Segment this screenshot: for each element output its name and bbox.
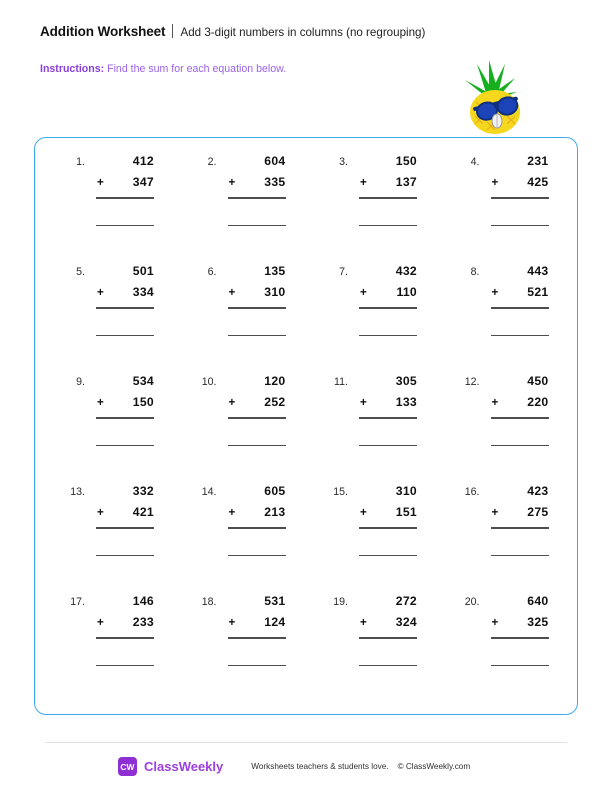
problem-item bbox=[438, 484, 570, 594]
problem-number: 4. bbox=[470, 156, 480, 168]
plus-operator: + bbox=[97, 396, 104, 409]
sum-rule bbox=[96, 637, 154, 639]
addend-top-row bbox=[359, 484, 417, 501]
problem-item bbox=[175, 484, 307, 594]
problem-item bbox=[306, 374, 438, 484]
sum-rule bbox=[491, 197, 549, 199]
addend-top-row bbox=[359, 264, 417, 281]
addend-top-row bbox=[359, 374, 417, 391]
answer-blank-line[interactable] bbox=[228, 665, 286, 667]
addend-bottom: 252 bbox=[264, 395, 286, 409]
addend-bottom-row bbox=[491, 285, 549, 302]
title-line bbox=[40, 22, 572, 39]
addend-bottom-row bbox=[228, 175, 286, 192]
problem-stack bbox=[96, 264, 154, 336]
instructions-label: Instructions: bbox=[40, 63, 105, 75]
addend-top: 135 bbox=[264, 264, 286, 278]
addend-bottom: 421 bbox=[132, 505, 154, 519]
addend-bottom: 347 bbox=[132, 175, 154, 189]
addend-top-row bbox=[96, 374, 154, 391]
answer-blank-line[interactable] bbox=[491, 555, 549, 557]
problem-stack bbox=[359, 154, 417, 226]
answer-blank-line[interactable] bbox=[96, 335, 154, 337]
plus-operator: + bbox=[360, 176, 367, 189]
problem-stack bbox=[491, 154, 549, 226]
plus-operator: + bbox=[491, 396, 499, 409]
sum-rule bbox=[359, 417, 417, 419]
addend-bottom-row bbox=[359, 285, 417, 302]
problem-stack bbox=[96, 484, 154, 556]
addend-bottom: 325 bbox=[527, 615, 549, 629]
problem-stack bbox=[228, 264, 286, 336]
addend-top: 501 bbox=[132, 264, 154, 278]
addend-bottom: 334 bbox=[132, 285, 154, 299]
answer-blank-line[interactable] bbox=[491, 665, 549, 667]
problem-stack bbox=[96, 154, 154, 226]
plus-operator: + bbox=[97, 286, 104, 299]
problem-stack bbox=[228, 594, 286, 666]
classweekly-logo-icon: CW bbox=[118, 757, 137, 776]
problem-item bbox=[438, 154, 570, 264]
addend-bottom-row bbox=[359, 175, 417, 192]
answer-blank-line[interactable] bbox=[96, 665, 154, 667]
addend-top: 604 bbox=[264, 154, 286, 168]
addend-bottom-row bbox=[96, 175, 154, 192]
answer-blank-line[interactable] bbox=[359, 445, 417, 447]
sum-rule bbox=[491, 527, 549, 529]
problem-stack bbox=[96, 374, 154, 446]
plus-operator: + bbox=[360, 396, 367, 409]
addend-bottom: 324 bbox=[395, 615, 417, 629]
addend-bottom: 425 bbox=[527, 175, 549, 189]
plus-operator: + bbox=[97, 616, 104, 629]
addend-bottom: 213 bbox=[264, 505, 286, 519]
addend-top-row bbox=[228, 154, 286, 171]
plus-operator: + bbox=[491, 176, 499, 189]
addend-top-row bbox=[96, 154, 154, 171]
addend-top: 146 bbox=[132, 594, 154, 608]
addend-top: 310 bbox=[395, 484, 417, 498]
answer-blank-line[interactable] bbox=[359, 555, 417, 557]
addend-top: 531 bbox=[264, 594, 286, 608]
addend-top: 640 bbox=[527, 594, 549, 608]
problem-stack bbox=[228, 484, 286, 556]
addend-bottom: 220 bbox=[527, 395, 549, 409]
addend-bottom-row bbox=[96, 615, 154, 632]
plus-operator: + bbox=[97, 506, 104, 519]
footer-divider bbox=[45, 742, 567, 743]
problem-stack bbox=[228, 374, 286, 446]
plus-operator: + bbox=[360, 286, 367, 299]
answer-blank-line[interactable] bbox=[491, 335, 549, 337]
problem-stack bbox=[228, 154, 286, 226]
problem-item bbox=[175, 264, 307, 374]
sum-rule bbox=[228, 417, 286, 419]
addend-bottom-row bbox=[228, 615, 286, 632]
problem-item bbox=[175, 374, 307, 484]
addend-top-row bbox=[491, 374, 549, 391]
addend-top-row bbox=[228, 484, 286, 501]
answer-blank-line[interactable] bbox=[491, 225, 549, 227]
addend-bottom: 310 bbox=[264, 285, 286, 299]
footer-copyright: © ClassWeekly.com bbox=[397, 762, 471, 771]
addend-bottom-row bbox=[359, 615, 417, 632]
sum-rule bbox=[96, 527, 154, 529]
problem-item bbox=[43, 594, 175, 704]
answer-blank-line[interactable] bbox=[96, 555, 154, 557]
sum-rule bbox=[359, 637, 417, 639]
sum-rule bbox=[96, 307, 154, 309]
addend-bottom-row bbox=[359, 395, 417, 412]
problem-number: 10. bbox=[201, 376, 217, 388]
problem-number: 6. bbox=[207, 266, 217, 278]
plus-operator: + bbox=[228, 176, 236, 189]
addend-top-row bbox=[359, 594, 417, 611]
brand-name: ClassWeekly bbox=[144, 759, 224, 774]
problem-stack bbox=[359, 264, 417, 336]
plus-operator: + bbox=[491, 616, 499, 629]
addend-top-row bbox=[491, 264, 549, 281]
problem-number: 13. bbox=[70, 486, 85, 498]
addend-bottom: 133 bbox=[395, 395, 417, 409]
problem-number: 12. bbox=[464, 376, 480, 388]
addend-bottom: 151 bbox=[395, 505, 417, 519]
problem-stack bbox=[491, 484, 549, 556]
footer bbox=[118, 757, 470, 776]
addend-bottom-row bbox=[96, 395, 154, 412]
problem-number: 3. bbox=[339, 156, 348, 168]
answer-blank-line[interactable] bbox=[359, 335, 417, 337]
problem-number: 9. bbox=[76, 376, 85, 388]
title-separator bbox=[172, 24, 173, 38]
problem-item bbox=[438, 594, 570, 704]
addend-bottom-row bbox=[491, 615, 549, 632]
addend-top-row bbox=[96, 594, 154, 611]
problem-item bbox=[306, 264, 438, 374]
addend-bottom-row bbox=[228, 285, 286, 302]
instructions-text: Find the sum for each equation below. bbox=[107, 63, 287, 75]
addend-top-row bbox=[491, 594, 549, 611]
addend-bottom-row bbox=[491, 395, 549, 412]
problem-number: 19. bbox=[333, 596, 348, 608]
problem-stack bbox=[359, 374, 417, 446]
problem-stack bbox=[491, 594, 549, 666]
problem-number: 11. bbox=[334, 376, 348, 388]
problem-number: 1. bbox=[76, 156, 85, 168]
answer-blank-line[interactable] bbox=[228, 225, 286, 227]
sum-rule bbox=[359, 527, 417, 529]
addend-top: 120 bbox=[264, 374, 286, 388]
problem-item bbox=[306, 154, 438, 264]
addend-top: 534 bbox=[132, 374, 154, 388]
addend-bottom-row bbox=[359, 505, 417, 522]
problem-stack bbox=[491, 264, 549, 336]
answer-blank-line[interactable] bbox=[359, 225, 417, 227]
addend-bottom: 137 bbox=[395, 175, 417, 189]
addend-top: 443 bbox=[527, 264, 549, 278]
problem-number: 5. bbox=[76, 266, 85, 278]
plus-operator: + bbox=[228, 286, 236, 299]
problem-item bbox=[175, 594, 307, 704]
answer-blank-line[interactable] bbox=[228, 445, 286, 447]
sum-rule bbox=[228, 637, 286, 639]
problem-item bbox=[438, 264, 570, 374]
addend-top-row bbox=[228, 264, 286, 281]
page-subtitle: Add 3-digit numbers in columns (no regrouping) bbox=[180, 26, 426, 39]
addend-bottom: 150 bbox=[132, 395, 154, 409]
sum-rule bbox=[491, 307, 549, 309]
addend-top: 332 bbox=[132, 484, 154, 498]
addend-top-row bbox=[96, 484, 154, 501]
problem-number: 15. bbox=[333, 486, 348, 498]
addend-bottom-row bbox=[491, 505, 549, 522]
addend-top: 450 bbox=[527, 374, 549, 388]
problem-number: 8. bbox=[470, 266, 480, 278]
problem-number: 17. bbox=[70, 596, 85, 608]
problem-item bbox=[43, 264, 175, 374]
sum-rule bbox=[96, 417, 154, 419]
addend-top-row bbox=[491, 484, 549, 501]
problem-number: 14. bbox=[201, 486, 217, 498]
addend-top: 150 bbox=[395, 154, 417, 168]
problem-item bbox=[438, 374, 570, 484]
problem-item bbox=[306, 594, 438, 704]
sum-rule bbox=[228, 197, 286, 199]
problem-item bbox=[43, 154, 175, 264]
addend-top: 605 bbox=[264, 484, 286, 498]
answer-blank-line[interactable] bbox=[96, 225, 154, 227]
page-title: Addition Worksheet bbox=[40, 24, 166, 39]
answer-blank-line[interactable] bbox=[491, 445, 549, 447]
sum-rule bbox=[359, 197, 417, 199]
sum-rule bbox=[228, 307, 286, 309]
addend-top: 423 bbox=[527, 484, 549, 498]
addend-bottom: 233 bbox=[132, 615, 154, 629]
addend-top: 272 bbox=[395, 594, 417, 608]
problem-number: 20. bbox=[464, 596, 480, 608]
addend-bottom: 275 bbox=[527, 505, 549, 519]
addend-top-row bbox=[491, 154, 549, 171]
problem-item bbox=[43, 374, 175, 484]
problem-number: 2. bbox=[207, 156, 217, 168]
addend-top-row bbox=[359, 154, 417, 171]
addend-bottom-row bbox=[96, 505, 154, 522]
pineapple-sunglasses-icon bbox=[447, 58, 537, 138]
addend-top-row bbox=[96, 264, 154, 281]
plus-operator: + bbox=[360, 506, 367, 519]
addend-bottom-row bbox=[96, 285, 154, 302]
answer-blank-line[interactable] bbox=[228, 555, 286, 557]
plus-operator: + bbox=[491, 286, 499, 299]
addend-bottom: 521 bbox=[527, 285, 549, 299]
problems-grid bbox=[35, 138, 577, 714]
problem-number: 18. bbox=[201, 596, 217, 608]
addend-top: 305 bbox=[395, 374, 417, 388]
sum-rule bbox=[228, 527, 286, 529]
sum-rule bbox=[359, 307, 417, 309]
addend-top: 432 bbox=[395, 264, 417, 278]
addend-bottom: 124 bbox=[264, 615, 286, 629]
addend-top-row bbox=[228, 594, 286, 611]
answer-blank-line[interactable] bbox=[359, 665, 417, 667]
plus-operator: + bbox=[228, 506, 236, 519]
problem-item bbox=[175, 154, 307, 264]
addend-bottom: 335 bbox=[264, 175, 286, 189]
plus-operator: + bbox=[228, 396, 236, 409]
addend-top-row bbox=[228, 374, 286, 391]
plus-operator: + bbox=[228, 616, 236, 629]
problem-stack bbox=[359, 594, 417, 666]
addend-top: 231 bbox=[527, 154, 549, 168]
problem-stack bbox=[359, 484, 417, 556]
sum-rule bbox=[491, 417, 549, 419]
problem-number: 7. bbox=[339, 266, 348, 278]
problems-container bbox=[34, 137, 578, 715]
problem-item bbox=[43, 484, 175, 594]
sum-rule bbox=[491, 637, 549, 639]
addend-bottom: 110 bbox=[396, 285, 417, 299]
addend-bottom-row bbox=[228, 505, 286, 522]
addend-bottom-row bbox=[228, 395, 286, 412]
problem-stack bbox=[96, 594, 154, 666]
plus-operator: + bbox=[491, 506, 499, 519]
sum-rule bbox=[96, 197, 154, 199]
problem-stack bbox=[491, 374, 549, 446]
answer-blank-line[interactable] bbox=[228, 335, 286, 337]
answer-blank-line[interactable] bbox=[96, 445, 154, 447]
plus-operator: + bbox=[97, 176, 104, 189]
problem-item bbox=[306, 484, 438, 594]
plus-operator: + bbox=[360, 616, 367, 629]
problem-number: 16. bbox=[464, 486, 480, 498]
footer-tagline: Worksheets teachers & students love. bbox=[251, 762, 389, 771]
addend-top: 412 bbox=[132, 154, 154, 168]
addend-bottom-row bbox=[491, 175, 549, 192]
